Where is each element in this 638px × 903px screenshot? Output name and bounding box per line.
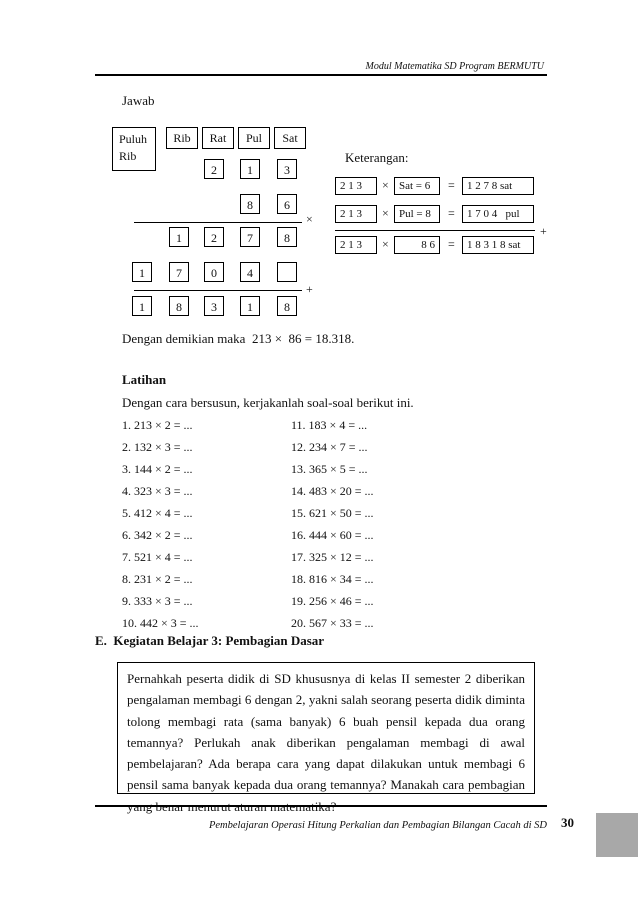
- latihan-title: Latihan: [122, 372, 167, 387]
- exercise-item: 16. 444 × 60 = ...: [291, 528, 374, 542]
- ket-result: 1 2 7 8 sat: [462, 177, 534, 195]
- exercise-item: 9. 333 × 3 = ...: [122, 594, 193, 608]
- empty-digit-cell: [277, 262, 297, 282]
- ket-operand: 2 1 3: [335, 205, 377, 223]
- exercise-item: 11. 183 × 4 = ...: [291, 418, 368, 432]
- digit-cell: 8: [277, 227, 297, 247]
- digit-cell: 8: [169, 296, 189, 316]
- footer-text: Pembelajaran Operasi Hitung Perkalian dan Pembagian Bilangan Cacah di SD: [208, 820, 547, 831]
- ket-equals: =: [448, 178, 455, 192]
- ket-factor: Sat = 6: [394, 177, 440, 195]
- digit-cell: 1: [132, 296, 152, 316]
- exercise-item: 8. 231 × 2 = ...: [122, 572, 193, 586]
- digit-cell: 3: [277, 159, 297, 179]
- exercise-item: 5. 412 × 4 = ...: [122, 506, 193, 520]
- discussion-box: [117, 662, 535, 794]
- exercise-item: 17. 325 × 12 = ...: [291, 550, 374, 564]
- header-rule: [95, 74, 547, 76]
- ket-times: ×: [382, 237, 389, 251]
- digit-cell: 8: [240, 194, 260, 214]
- running-header: Modul Matematika SD Program BERMUTU: [365, 61, 544, 72]
- digit-cell: 7: [169, 262, 189, 282]
- footer-rule: [95, 805, 547, 807]
- place-value-ribu: Rib: [166, 127, 198, 149]
- exercise-item: 3. 144 × 2 = ...: [122, 462, 193, 476]
- digit-cell: 7: [240, 227, 260, 247]
- exercise-item: 15. 621 × 50 = ...: [291, 506, 374, 520]
- digit-cell: 6: [277, 194, 297, 214]
- digit-cell: 1: [169, 227, 189, 247]
- ket-times: ×: [382, 206, 389, 220]
- page-edge-tab: [596, 813, 638, 857]
- exercise-item: 10. 442 × 3 = ...: [122, 616, 199, 630]
- ket-factor: Pul = 8: [394, 205, 440, 223]
- exercise-item: 13. 365 × 5 = ...: [291, 462, 368, 476]
- place-value-puluh: Pul: [238, 127, 270, 149]
- exercise-item: 2. 132 × 3 = ...: [122, 440, 193, 454]
- place-value-ratus: Rat: [202, 127, 234, 149]
- exercise-item: 6. 342 × 2 = ...: [122, 528, 193, 542]
- digit-cell: 3: [204, 296, 224, 316]
- digit-cell: 1: [240, 159, 260, 179]
- ket-equals: =: [448, 237, 455, 251]
- page-number: 30: [561, 815, 574, 830]
- place-value-satuan: Sat: [274, 127, 306, 149]
- plus-sign: +: [306, 282, 313, 296]
- ket-result: 1 8 3 1 8 sat: [462, 236, 534, 254]
- multiplication-rule: [134, 222, 302, 223]
- jawab-label: Jawab: [122, 93, 155, 108]
- exercise-item: 12. 234 × 7 = ...: [291, 440, 368, 454]
- ket-operand: 2 1 3: [335, 177, 377, 195]
- exercise-item: 14. 483 × 20 = ...: [291, 484, 374, 498]
- exercise-item: 1. 213 × 2 = ...: [122, 418, 193, 432]
- times-sign: ×: [306, 212, 313, 226]
- discussion-paragraph: Pernahkah peserta didik di SD khususnya di kelas II semester 2 diberikan pengalaman membagi 6 dengan 2, yakni salah seorang peserta didik diminta tolong membagi rata (sama banyak) 6 buah pensil kepada dua orang temannya? Perlukah anak diberikan pengalaman membagi di awal pembelajaran? Ada berapa cara yang dapat dilakukan untuk membagi 6 pensil sama banyak kepada dua orang temannya? Manakah cara pembagian: [127, 671, 525, 793]
- digit-cell: 2: [204, 159, 224, 179]
- addition-rule: [134, 290, 302, 291]
- keterangan-rule: [335, 230, 535, 231]
- ket-times: ×: [382, 178, 389, 192]
- exercise-item: 7. 521 × 4 = ...: [122, 550, 193, 564]
- ket-result: 1 7 0 4 pul: [462, 205, 534, 223]
- digit-cell: 0: [204, 262, 224, 282]
- ket-factor: 8 6: [394, 236, 440, 254]
- digit-cell: 1: [240, 296, 260, 316]
- digit-cell: 1: [132, 262, 152, 282]
- conclusion-text: Dengan demikian maka 213 × 86 = 18.318.: [122, 331, 355, 346]
- exercise-item: 20. 567 × 33 = ...: [291, 616, 374, 630]
- keterangan-title: Keterangan:: [345, 150, 409, 165]
- ket-equals: =: [448, 206, 455, 220]
- section-e-title: E. Kegiatan Belajar 3: Pembagian Dasar: [95, 633, 325, 648]
- digit-cell: 8: [277, 296, 297, 316]
- digit-cell: 2: [204, 227, 224, 247]
- latihan-instruction: Dengan cara bersusun, kerjakanlah soal-soal berikut ini.: [122, 395, 414, 410]
- exercise-item: 18. 816 × 34 = ...: [291, 572, 374, 586]
- exercise-item: 19. 256 × 46 = ...: [291, 594, 374, 608]
- digit-cell: 4: [240, 262, 260, 282]
- place-value-puluh-ribu: Puluh Rib: [112, 127, 156, 171]
- ket-plus-sign: +: [540, 224, 547, 238]
- ket-operand: 2 1 3: [335, 236, 377, 254]
- exercise-item: 4. 323 × 3 = ...: [122, 484, 193, 498]
